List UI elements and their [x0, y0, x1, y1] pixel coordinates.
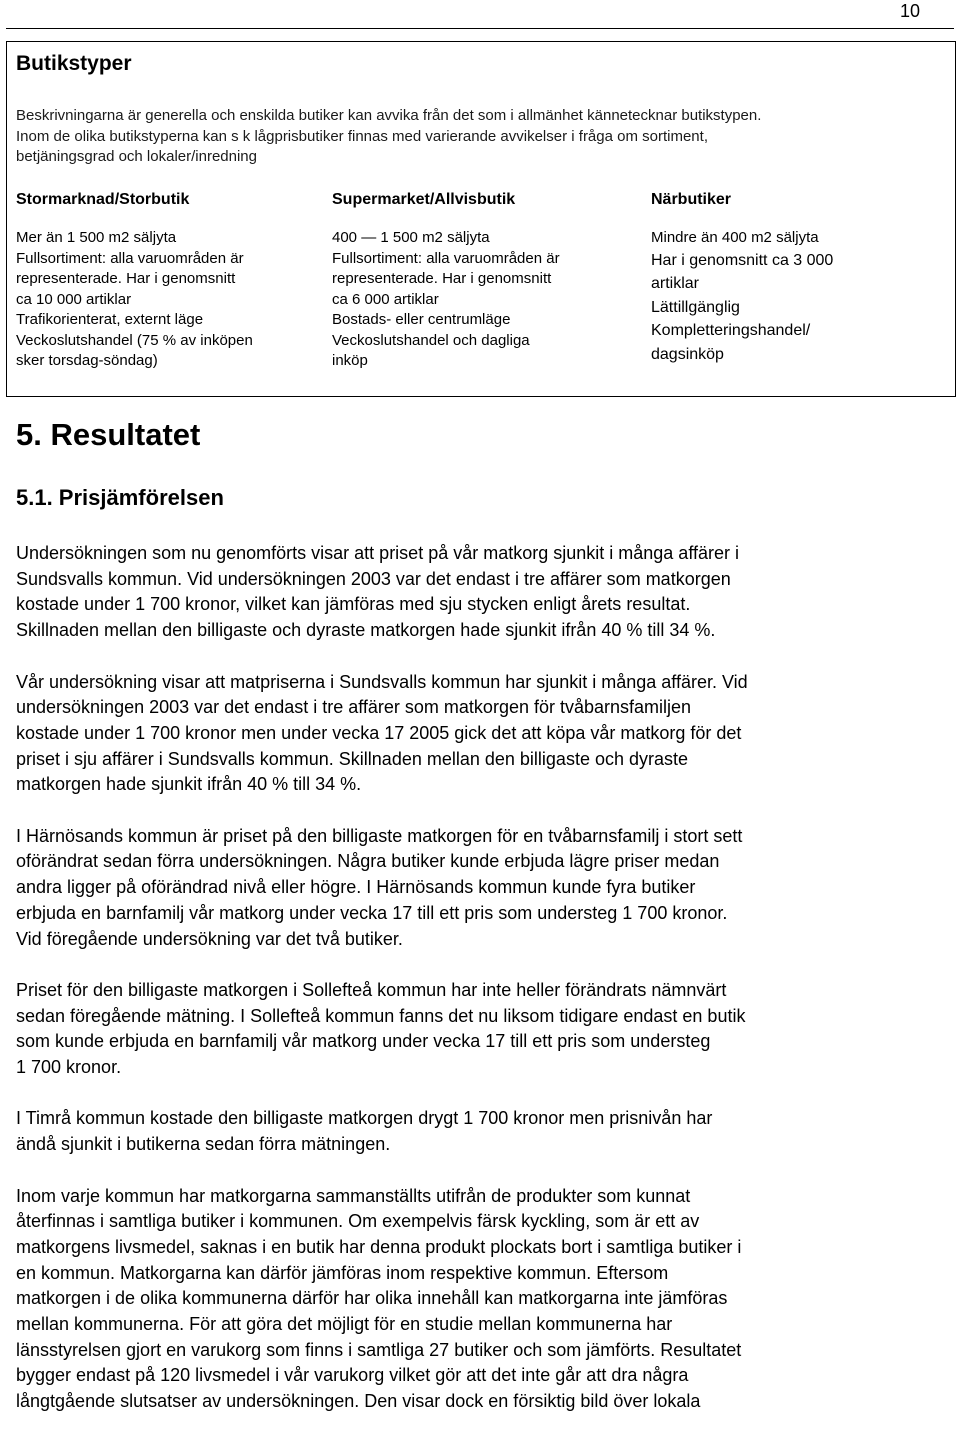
column-line: Kompletteringshandel/ [651, 322, 811, 339]
paragraph-line: undersökningen 2003 var det endast i tre affärer som matkorgen för tvåbarnsfamiljen [16, 697, 692, 718]
paragraph-line: Vid föregående undersökning var det två butiker. [16, 928, 403, 949]
paragraph-line: ändå sjunkit i butikerna sedan förra mätningen. [16, 1134, 391, 1155]
paragraph [16, 670, 946, 799]
box-intro-line: betjäningsgrad och lokaler/inredning [16, 148, 257, 165]
column-line: representerade. Har i genomsnitt [332, 270, 552, 287]
column-line: ca 10 000 artiklar [16, 290, 132, 308]
column-line: 400 — 1 500 m2 säljyta [332, 229, 490, 246]
section-title: 5. Resultatet [16, 417, 201, 452]
paragraph-line: Sundsvalls kommun. Vid undersökningen 2003 var det endast i tre affärer som matkorgen [16, 568, 731, 589]
paragraph-line: en kommun. Matkorgarna kan därför jämföras inom respektive kommun. Eftersom [16, 1262, 669, 1283]
column-line: Fullsortiment: alla varuområden är [332, 249, 560, 267]
paragraph-line: Inom varje kommun har matkorgarna sammanställts utifrån de produkter som kunnat [16, 1185, 691, 1206]
paragraph-line: priset i sju affärer i Sundsvalls kommun. Skillnaden mellan den billigaste och dyraste [16, 748, 689, 769]
paragraph-line: mellan kommunerna. För att göra det möjligt för en studie mellan kommunerna har [16, 1314, 673, 1335]
column-body [16, 228, 316, 372]
paragraph-line: I Härnösands kommun är priset på den billigaste matkorgen för en tvåbarnsfamilj i stort sett [16, 825, 743, 846]
paragraph-line: långtgående slutsatser av undersökningen. Den visar dock en försiktig bild över lokala [16, 1391, 701, 1412]
header-rule [6, 28, 954, 29]
store-type-column-stormarknad [16, 190, 316, 372]
paragraph-line: matkorgen i de olika kommunerna därför har olika innehåll kan matkorgarna inte jämföras [16, 1288, 728, 1309]
column-body [332, 228, 632, 372]
paragraph-line: som kunde erbjuda en barnfamilj vår matkorg under vecka 17 till ett pris som understeg [16, 1031, 711, 1052]
box-intro-line: Inom de olika butikstyperna kan s k lågprisbutiker finnas med varierande avvikelser i fråga om sortiment, [16, 127, 708, 145]
paragraph-line: matkorgen hade sjunkit ifrån 40 % till 34 %. [16, 774, 362, 795]
column-line: Veckoslutshandel och dagliga [332, 331, 530, 349]
column-line: Trafikorienterat, externt läge [16, 311, 204, 328]
column-line: Bostads- eller centrumläge [332, 311, 511, 328]
column-line: Lättillgänglig [651, 298, 740, 316]
paragraph [16, 541, 946, 644]
column-line: artiklar [651, 275, 700, 292]
column-line: Mer än 1 500 m2 säljyta [16, 229, 177, 246]
paragraph [16, 1106, 946, 1157]
paragraph-line: länsstyrelsen gjort en varukorg som finns i samtliga 27 butiker och som jämförts. Resultatet [16, 1339, 742, 1360]
box-intro-line: Beskrivningarna är generella och enskilda butiker kan avvika från det som i allmänhet kännetecknar butikstypen. [16, 107, 762, 124]
column-heading: Supermarket/Allvisbutik [332, 191, 516, 208]
paragraph-line: oförändrat sedan förra undersökningen. Några butiker kunde erbjuda lägre priser medan [16, 851, 720, 872]
paragraph-line: andra ligger på oförändrad nivå eller högre. I Härnösands kommun kunde fyra butiker [16, 877, 696, 898]
column-line: ca 6 000 artiklar [332, 290, 439, 308]
column-body [651, 228, 951, 366]
paragraph-line: 1 700 kronor. [16, 1057, 122, 1078]
store-types-box [6, 41, 956, 397]
box-intro [16, 106, 951, 168]
column-heading: Närbutiker [651, 191, 732, 208]
paragraph-line: Skillnaden mellan den billigaste och dyraste matkorgen hade sjunkit ifrån 40 % till 34 %. [16, 620, 716, 641]
column-line: representerade. Har i genomsnitt [16, 270, 236, 287]
box-title: Butikstyper [16, 52, 132, 75]
column-line: dagsinköp [651, 345, 724, 363]
column-line: Veckoslutshandel (75 % av inköpen [16, 331, 253, 349]
paragraph-line: Vår undersökning visar att matpriserna i Sundsvalls kommun har sjunkit i många affärer. Vid [16, 671, 748, 692]
paragraph [16, 824, 946, 953]
paragraph-line: kostade under 1 700 kronor, vilket kan jämföras med sju stycken enligt årets resultat. [16, 594, 691, 615]
column-line: Har i genomsnitt ca 3 000 [651, 251, 834, 269]
page-number: 10 [899, 1, 920, 21]
column-heading: Stormarknad/Storbutik [16, 191, 190, 208]
paragraph-line: Priset för den billigaste matkorgen i Sollefteå kommun har inte heller förändrats nämnvärt [16, 979, 727, 1000]
paragraph-line: bygger endast på 120 livsmedel i vår varukorg vilket gör att det inte går att dra några [16, 1365, 689, 1386]
column-line: Mindre än 400 m2 säljyta [651, 229, 819, 246]
paragraph [16, 978, 946, 1081]
subsection-title: 5.1. Prisjämförelsen [16, 485, 224, 510]
store-type-column-narbutiker [651, 190, 951, 366]
paragraph-line: återfinnas i samtliga butiker i kommunen. Om exempelvis färsk kyckling, som är ett av [16, 1211, 700, 1232]
store-type-column-supermarket [332, 190, 632, 372]
paragraph-line: kostade under 1 700 kronor men under vecka 17 2005 gick det att köpa vår matkorg för det [16, 722, 742, 743]
column-line: Fullsortiment: alla varuområden är [16, 249, 244, 267]
column-line: sker torsdag-söndag) [16, 352, 158, 369]
paragraph-line: sedan föregående mätning. I Sollefteå kommun fanns det nu liksom tidigare endast en butik [16, 1005, 746, 1026]
paragraph [16, 1184, 946, 1415]
paragraph-line: matkorgens livsmedel, saknas i en butik har denna produkt plockats bort i samtliga butiker i [16, 1236, 742, 1257]
column-line: inköp [332, 352, 368, 369]
paragraph-line: erbjuda en barnfamilj vår matkorg under vecka 17 till ett pris som understeg 1 700 kronor. [16, 902, 728, 923]
paragraph-line: Undersökningen som nu genomförts visar att priset på vår matkorg sjunkit i många affärer i [16, 543, 740, 563]
body-text [16, 541, 946, 1441]
paragraph-line: I Timrå kommun kostade den billigaste matkorgen drygt 1 700 kronor men prisnivån har [16, 1108, 713, 1129]
